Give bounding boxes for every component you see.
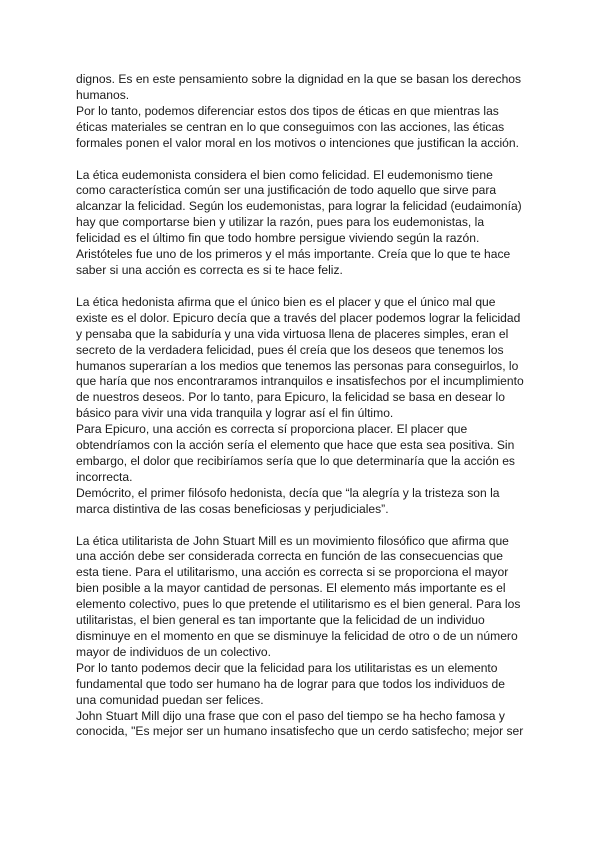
paragraph-eticas-materiales-formales: Por lo tanto, podemos diferenciar estos dos tipos de éticas en que mientras las éticas materiales se centran en lo que conseguimos con las acciones, las éticas formales ponen el valor moral en los motivos o intenciones que justifican la acción. bbox=[76, 103, 519, 150]
document-page bbox=[76, 72, 524, 740]
paragraph-epicuro-placer: Para Epicuro, una acción es correcta sí proporciona placer. El placer que obtendríamos con la acción sería el elemento que hace que esta sea positiva. Sin embargo, el dolor que recibiríamos sería que lo que determinaría que la acción es incorrecta. bbox=[76, 422, 515, 484]
paragraph-felicidad-utilitaristas: Por lo tanto podemos decir que la felicidad para los utilitaristas es un elemento fundamental que todo ser humano ha de lograr para que todos los individuos de una comunidad puedan ser felices. bbox=[76, 660, 505, 707]
paragraph-gap bbox=[76, 152, 524, 168]
paragraph-dignidad: dignos. Es en este pensamiento sobre la dignidad en la que se basan los derechos humanos. bbox=[76, 72, 522, 102]
paragraph-etica-hedonista: La ética hedonista afirma que el único bien es el placer y que el único mal que existe es el dolor. Epicuro decía que a través del placer podemos lograr la felicidad y pensaba que la sabiduría y una vida virtuosa llena de placeres simples, eran el secreto de la verdadera felicidad, pues él creía que los deseos que tenemos los humanos superarían a los medios que tenemos las personas para conseguirlos, lo que haría que nos encontraramos intranquilos e insatisfechos por el incumplimiento de nuestros deseos. Por lo tanto, para Epicuro, la felicidad se basa en desear lo básico para vivir una vida tranquila y lograr así el fin último. bbox=[76, 294, 524, 421]
paragraph-democrito: Demócrito, el primer filósofo hedonista, decía que “la alegría y la tristeza son la marca distintiva de las cosas beneficiosas y perjudiciales”. bbox=[76, 485, 500, 516]
paragraph-john-stuart-mill-frase: John Stuart Mill dijo una frase que con el paso del tiempo se ha hecho famosa y conocida, "Es mejor ser un humano insatisfecho que un cerdo satisfecho; mejor ser bbox=[76, 708, 524, 739]
paragraph-aristoteles: Aristóteles fue uno de los primeros y el más importante. Creía que lo que te hace saber si una acción es correcta es si te hace feliz. bbox=[76, 247, 511, 277]
paragraph-gap bbox=[76, 279, 524, 295]
paragraph-etica-utilitarista: La ética utilitarista de John Stuart Mill es un movimiento filosófico que afirma que una acción debe ser considerada correcta en función de las consecuencias que esta tiene. Para el utilitarismo, una acción es correcta si se proporciona el mayor bien posible a la mayor cantidad de personas. El elemento más importante es el elemento colectivo, pues lo que pretende el utilitarismo es el bien general. Para los utilitaristas, el bien general es tan importante que la felicidad de un individuo disminuye en el momento en que se disminuye la felicidad de otro o de un número mayor de individuos de un colectivo. bbox=[76, 533, 521, 659]
paragraph-etica-eudemonista: La ética eudemonista considera el bien como felicidad. El eudemonismo tiene como característica común ser una justificación de todo aquello que sirve para alcanzar la felicidad. Según los eudemonistas, para lograr la felicidad (eudaimonía) hay que comportarse bien y utilizar la razón, pues para los eudemonistas, la felicidad es el último fin que todo hombre persigue viviendo según la razón. bbox=[76, 167, 522, 246]
paragraph-gap bbox=[76, 518, 524, 534]
